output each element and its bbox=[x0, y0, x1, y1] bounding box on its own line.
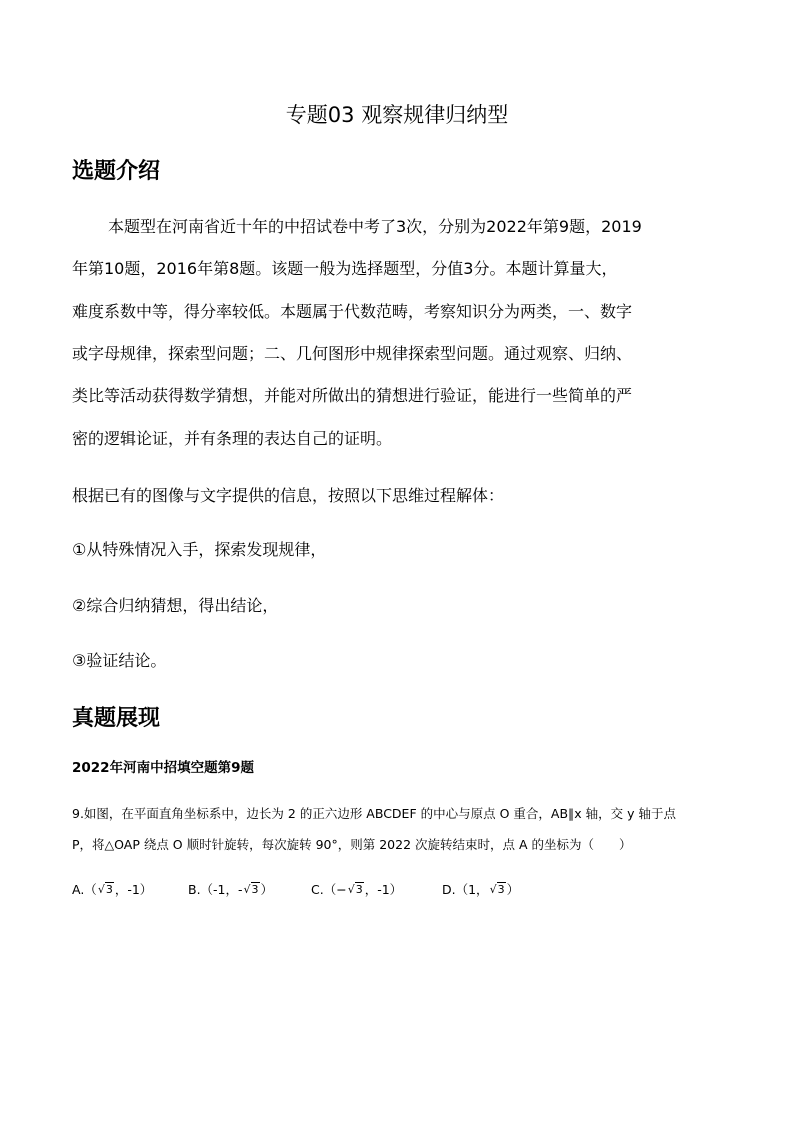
method-step-2: ②综合归纳猜想，得出结论， bbox=[72, 596, 279, 615]
sqrt-symbol: √3 bbox=[97, 883, 113, 896]
option-d-radicand: 3 bbox=[497, 883, 505, 896]
option-c-suffix: ，-1） bbox=[364, 882, 403, 897]
sqrt-symbol: √3 bbox=[347, 883, 363, 896]
intro-paragraph-line: 年第10题，2016年第8题。该题一般为选择题型，分值3分。本题计算量大， bbox=[72, 259, 618, 278]
option-a[interactable] bbox=[72, 880, 152, 900]
option-b-suffix: ） bbox=[260, 882, 274, 897]
intro-paragraph-line: 或字母规律，探索型问题；二、几何图形中规律探索型问题。通过观察、归纳、 bbox=[72, 344, 633, 363]
option-c[interactable] bbox=[311, 880, 402, 900]
intro-paragraph-line: 类比等活动获得数学猜想，并能对所做出的猜想进行验证，能进行一些简单的严 bbox=[72, 386, 633, 405]
method-intro: 根据已有的图像与文字提供的信息，按照以下思维过程解体： bbox=[72, 486, 505, 505]
option-d-suffix: ） bbox=[506, 882, 520, 897]
option-c-prefix: C.（− bbox=[311, 882, 347, 897]
page-title: 专题03 观察规律归纳型 bbox=[285, 103, 509, 127]
option-a-suffix: ，-1） bbox=[114, 882, 153, 897]
option-a-radicand: 3 bbox=[105, 883, 113, 896]
option-c-radicand: 3 bbox=[355, 883, 363, 896]
option-b[interactable] bbox=[188, 880, 273, 900]
question-line: 9.如图，在平面直角坐标系中，边长为 2 的正六边形 ABCDEF 的中心与原点 O 重合，AB∥x 轴，交 y 轴于点 bbox=[72, 806, 676, 821]
exam-subheading: 2022年河南中招填空题第9题 bbox=[72, 760, 254, 776]
question-line: P，将△OAP 绕点 O 顺时针旋转，每次旋转 90°，则第 2022 次旋转结束时，点 A 的坐标为（ ） bbox=[72, 837, 632, 852]
sqrt-symbol: √3 bbox=[489, 883, 505, 896]
intro-paragraph-line: 难度系数中等，得分率较低。本题属于代数范畴，考察知识分为两类，一、数字 bbox=[72, 302, 633, 321]
sqrt-symbol: √3 bbox=[243, 883, 259, 896]
option-b-radicand: 3 bbox=[251, 883, 259, 896]
option-b-prefix: B.（-1，- bbox=[188, 882, 243, 897]
option-d[interactable] bbox=[442, 880, 519, 900]
method-step-3: ③验证结论。 bbox=[72, 651, 167, 670]
intro-paragraph-line: 密的逻辑论证，并有条理的表达自己的证明。 bbox=[72, 429, 393, 448]
section-heading-intro: 选题介绍 bbox=[72, 159, 161, 184]
method-step-1: ①从特殊情况入手，探索发现规律， bbox=[72, 540, 327, 559]
intro-paragraph-line: 本题型在河南省近十年的中招试卷中考了3次，分别为2022年第9题，2019 bbox=[108, 217, 642, 236]
option-d-prefix: D.（1， bbox=[442, 882, 489, 897]
section-heading-exam: 真题展现 bbox=[72, 706, 161, 731]
option-a-prefix: A.（ bbox=[72, 882, 97, 897]
